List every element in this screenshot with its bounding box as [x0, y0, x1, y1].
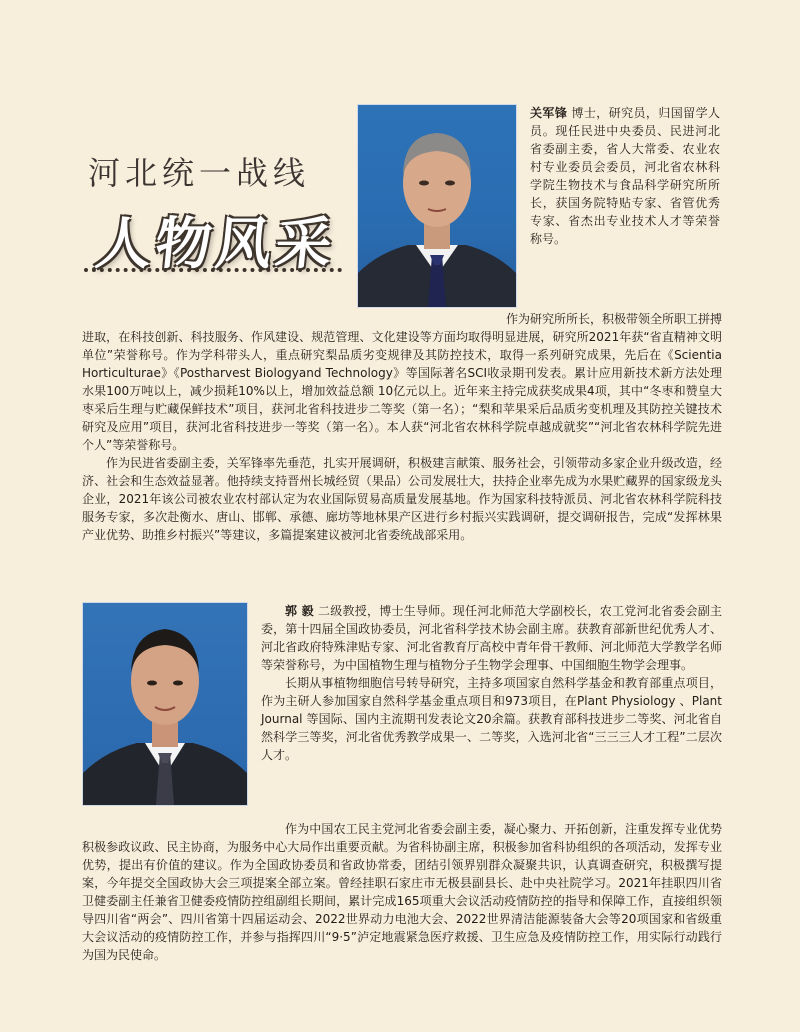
profile-intro-text: 二级教授，博士生导师。现任河北师范大学副校长，农工党河北省委会副主委，第十四届全国政协委员，河北省科学技术协会副主席。获教育部新世纪优秀人才、河北省政府特殊津贴专家、河北省教育厅高校中青年骨干教师、河北师范大学教学名师等荣誉称号，为中国植物生理与植物分子生物学会理事、中国细胞生物学会理事。: [261, 604, 722, 672]
person-name: 郭 毅: [285, 604, 314, 618]
section-badge-text: 人物风采: [92, 211, 340, 277]
paragraph: 作为民进省委副主委，关军锋率先垂范，扎实开展调研，积极建言献策、服务社会，引领带动多家企业升级改造，经济、社会和生态效益显著。他持续支持晋州长城经贸（果品）公司发展壮大，扶持企业率先成为水果贮藏界的国家级龙头企业，2021年该公司被农业农村部认定为农业国际贸易高质量发展基地。作为国家科技特派员、河北省农林科学院科技服务专家，多次赴衡水、唐山、邯郸、承德、廊坊等地林果产区进行乡村振兴实践调研，提交调研报告，完成“发挥林果产业优势、助推乡村振兴”等建议，多篇提案建议被河北省委统战部采用。: [82, 456, 722, 542]
person-name: 关军锋: [530, 106, 568, 120]
profile-intro: [530, 104, 720, 248]
paragraph: 长期从事植物细胞信号转导研究，主持多项国家自然科学基金和教育部重点项目，作为主研人参加国家自然科学基金重点项目和973项目，在Plant Physiology 、Plant Journal 等国际、国内主流期刊发表论文20余篇。获教育部科技进步二等奖、河北省自然科学三等奖，河北省优秀教学成果一、二等奖，入选河北省“三三三人才工程”二层次人才。: [261, 676, 722, 762]
section-title: 河北统一战线: [88, 154, 311, 192]
profile-intro: [82, 602, 722, 764]
profile-body: [82, 310, 722, 544]
paragraph: [261, 602, 722, 674]
profile-intro-text: 博士，研究员，归国留学人员。现任民进中央委员、民进河北省委副主委，省人大常委、农业农村专业委员会委员，河北省农林科学院生物技术与食品科学研究所所长，获国务院特贴专家、省管优秀专家、省杰出专业技术人才等荣誉称号。: [530, 106, 720, 246]
portrait-photo-guan-junfeng: [357, 104, 517, 308]
dotted-underline: [84, 268, 342, 272]
paragraph: 作为中国农工民主党河北省委会副主委，凝心聚力、开拓创新，注重发挥专业优势积极参政议政、民主协商，为服务中心大局作出重要贡献。为省科协副主席，积极参加省科协组织的各项活动，发挥专业优势，提出有价值的建议。作为全国政协委员和省政协常委，团结引领界别群众凝聚共识，认真调查研究，积极撰写提案，今年提交全国政协大会三项提案全部立案。曾经挂职石家庄市无极县副县长、赴中央社院学习。2021年挂职四川省卫健委副主任兼省卫健委疫情防控组副组长期间，累计完成165项重大会议活动疫情防控的指导和保障工作，直接组织领导四川省“两会”、四川省第十四届运动会、2022世界动力电池大会、2022世界清洁能源装备大会等20项国家和省级重大会议活动的疫情防控工作，并参与指挥四川“9·5”泸定地震紧急医疗救援、卫生应急及疫情防控工作，用实际行动践行为国为民使命。: [82, 822, 722, 962]
section-badge: [78, 192, 348, 278]
portrait-illustration: [358, 105, 516, 307]
profile-body: [82, 820, 722, 964]
paragraph: 作为研究所所长，积极带领全所职工拼搏进取，在科技创新、科技服务、作风建设、规范管理、文化建设等方面均取得明显进展，研究所2021年获“省直精神文明单位”荣誉称号。作为学科带头人，重点研究梨品质劣变规律及其防控技术，取得一系列研究成果，先后在《Scientia Horticulturae》《Postharvest Biologyand Technology》等国际著名SCI收录期刊发表。累计应用新技术新方法处理水果100万吨以上，减少损耗10%以上，增加效益总额 10亿元以上。近年来主持完成获奖成果4项，其中“冬枣和赞皇大枣采后生理与贮藏保鲜技术”项目，获河北省科技进步二等奖（第一名）；“梨和苹果采后品质劣变机理及其防控关键技术研究及应用”项目，获河北省科技进步一等奖（第一名）。本人获“河北省农林科学院卓越成就奖”“河北省农林科学院先进个人”等荣誉称号。: [82, 312, 723, 452]
